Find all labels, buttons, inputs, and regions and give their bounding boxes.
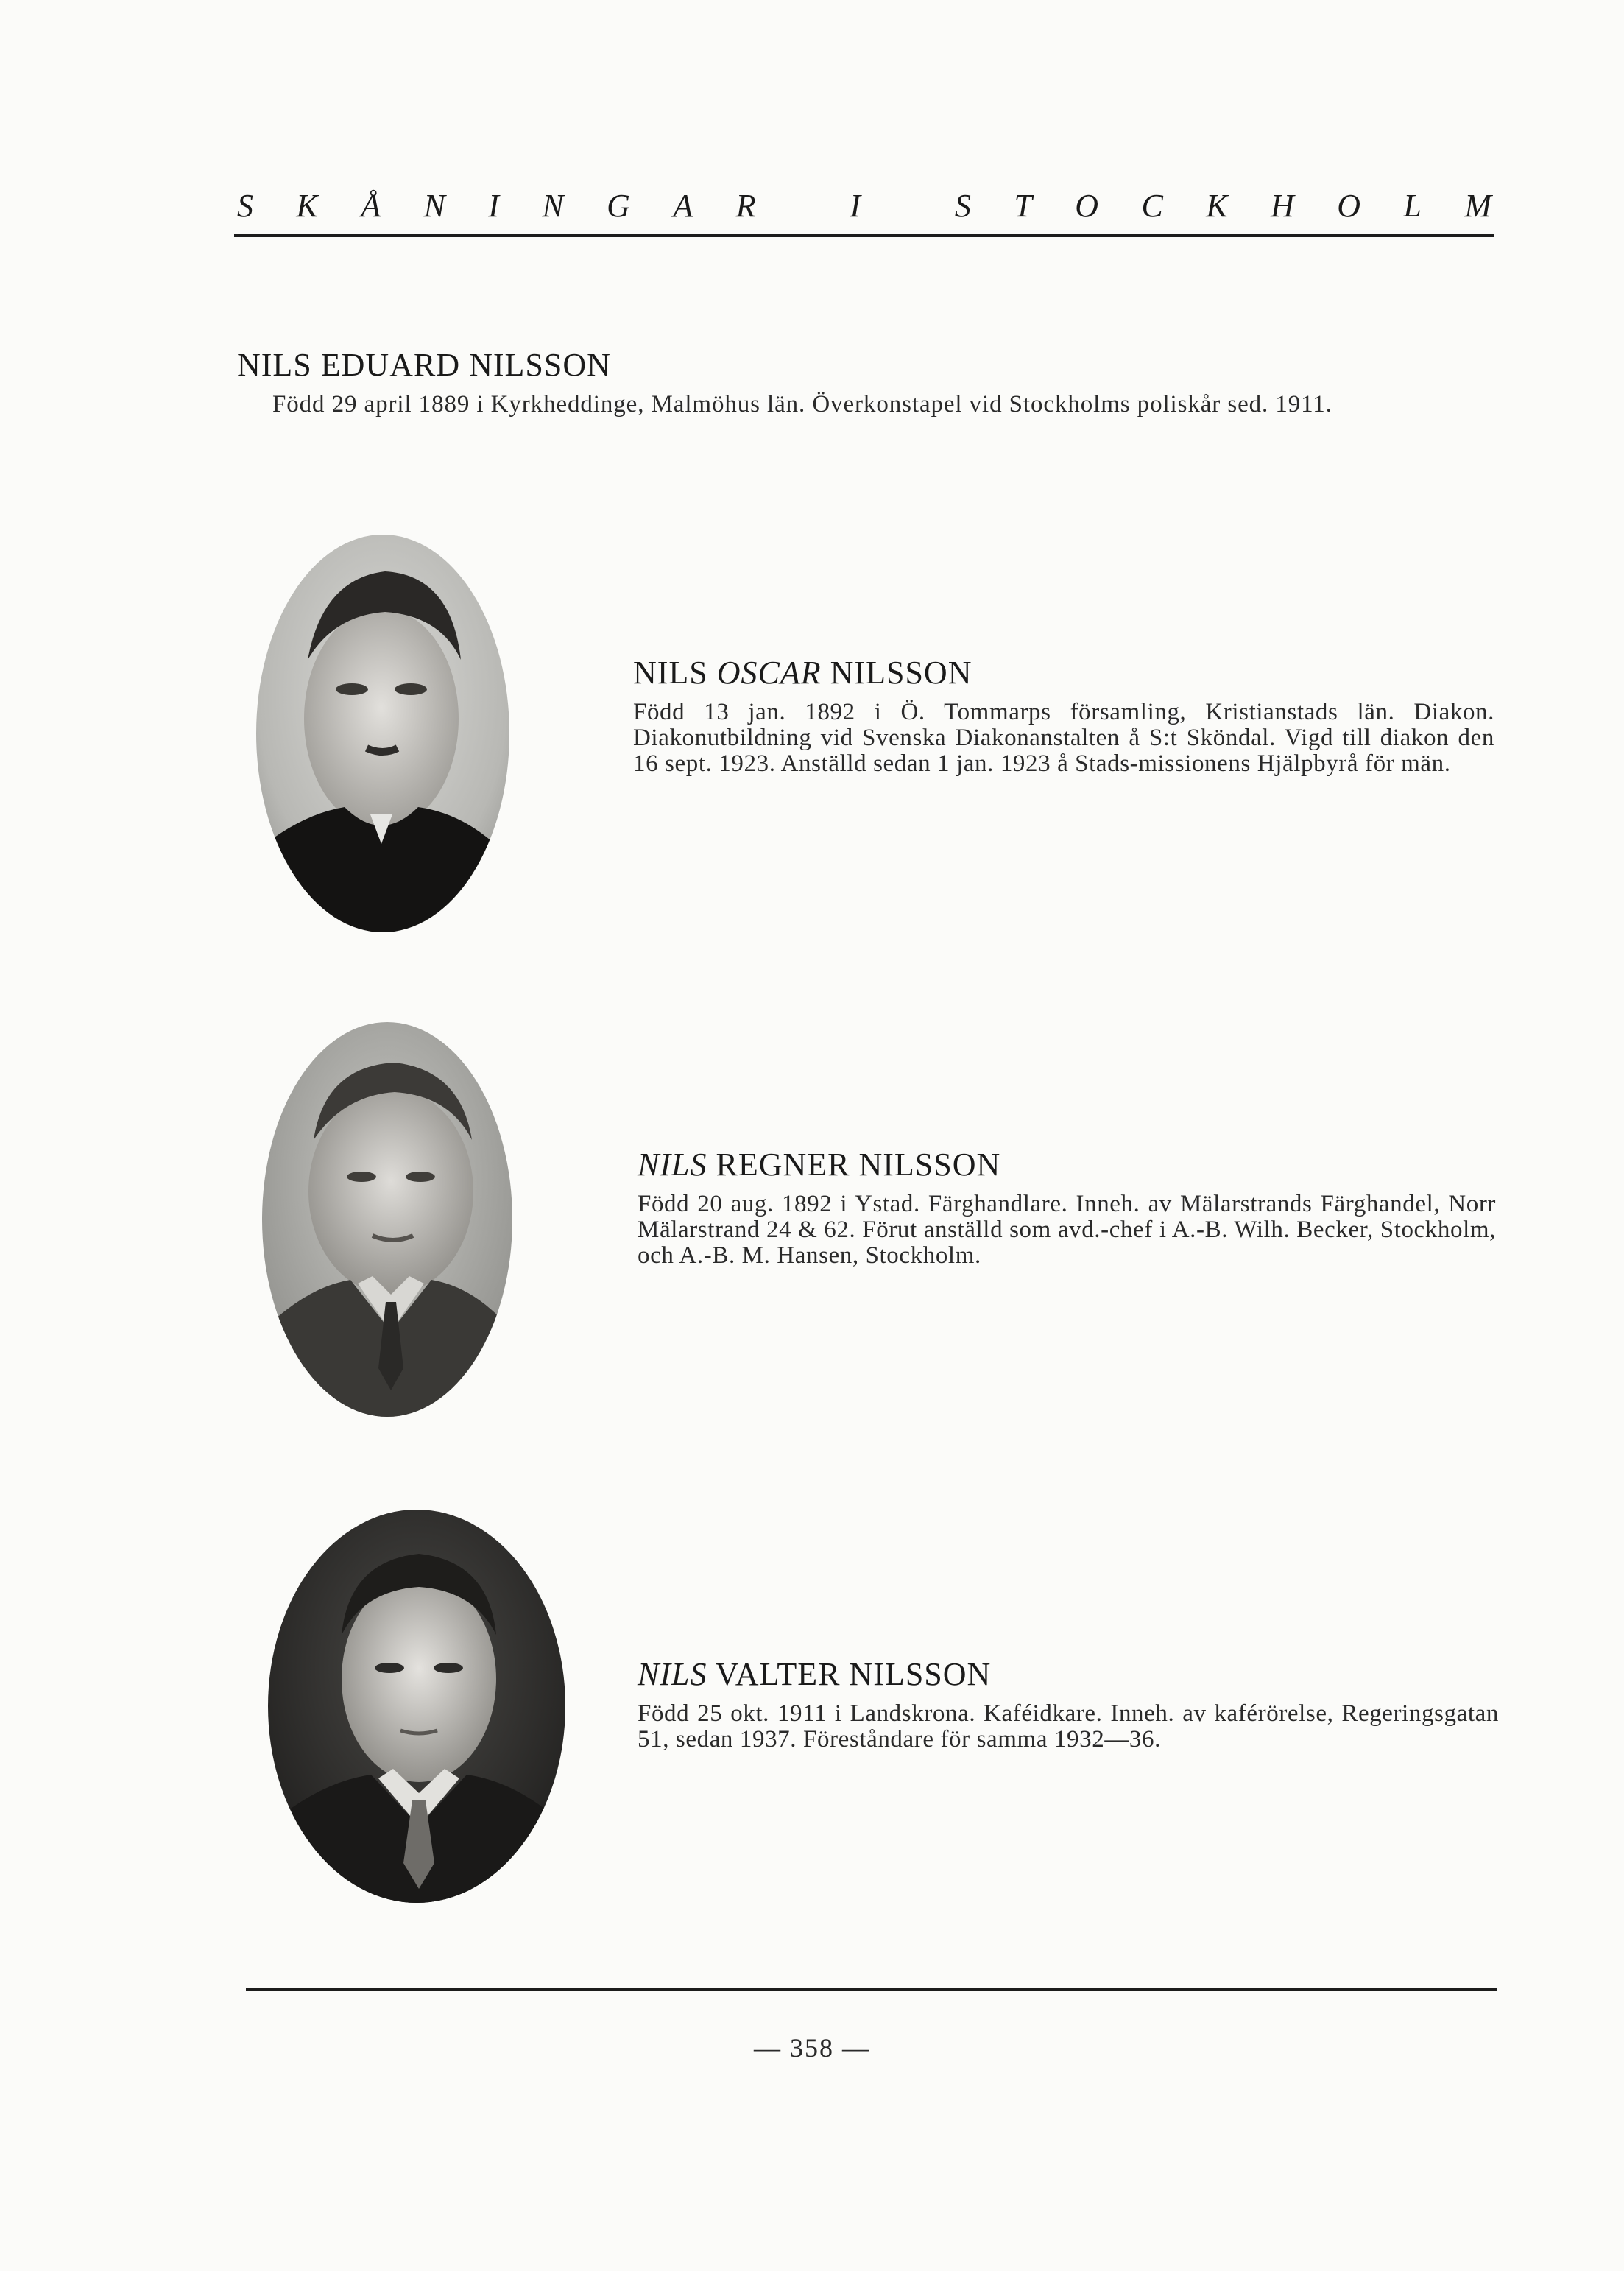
header-letter: C xyxy=(1141,188,1163,224)
entry-name xyxy=(237,346,611,384)
header-letter: O xyxy=(1075,188,1099,224)
header-letter: T xyxy=(1014,188,1032,224)
entry-name-part: NILS xyxy=(633,655,717,691)
entry-name-italic: NILS xyxy=(638,1147,707,1183)
portrait-photo xyxy=(262,1022,512,1417)
entry-text: Född 20 aug. 1892 i Ystad. Färghandlare. Inneh. av Mälarstrands Färghandel, Norr Mälarstrand 24 & 62. Förut anställd som avd.-chef i A.-B. Wilh. Becker, Stockholm, och A.-B. M. Hansen, Stockholm. xyxy=(638,1191,1496,1269)
header-letter: S xyxy=(954,188,971,224)
entry-name-part: NILS EDUARD NILSSON xyxy=(237,347,611,383)
footer-rule xyxy=(246,1988,1497,1991)
header-letter: G xyxy=(607,188,630,224)
entry-name-italic: NILS xyxy=(638,1656,707,1692)
header-letter: O xyxy=(1337,188,1360,224)
entry-name xyxy=(638,1146,1000,1183)
page-number: — 358 — xyxy=(754,2033,870,2063)
header-letter: N xyxy=(423,188,445,224)
header-space xyxy=(903,187,911,225)
entry-name-part: VALTER NILSSON xyxy=(707,1656,992,1692)
entry-text: Född 13 jan. 1892 i Ö. Tommarps församling, Kristianstads län. Diakon. Diakonutbildning vid Svenska Diakonanstalten å S:t Sköndal. Vigd till diakon den 16 sept. 1923. Anställd sedan 1 jan. 1923 å Stads-missionens Hjälpbyrå för män. xyxy=(633,699,1494,777)
header-rule xyxy=(234,234,1494,237)
running-header xyxy=(237,187,1491,225)
header-letter: M xyxy=(1464,188,1491,224)
header-space xyxy=(799,187,807,225)
portrait-photo xyxy=(256,535,509,932)
entry-text: Född 29 april 1889 i Kyrkheddinge, Malmöhus län. Överkonstapel vid Stockholms poliskår sed. 1911. xyxy=(272,391,1332,418)
header-letter: L xyxy=(1403,188,1422,224)
portrait-image xyxy=(268,1510,565,1903)
header-letter: I xyxy=(488,188,499,224)
header-letter: K xyxy=(296,188,318,224)
entry-text: Född 25 okt. 1911 i Landskrona. Kaféidkare. Inneh. av kaférörelse, Regeringsgatan 51, sedan 1937. Föreståndare för samma 1932—36. xyxy=(638,1700,1499,1753)
header-letter: H xyxy=(1271,188,1294,224)
header-letter: S xyxy=(237,188,253,224)
entry-name-part: NILSSON xyxy=(821,655,972,691)
portrait-image xyxy=(262,1022,512,1417)
entry-name xyxy=(638,1655,991,1693)
header-letter: Å xyxy=(361,188,381,224)
entry-name xyxy=(633,654,972,691)
header-letter: K xyxy=(1206,188,1228,224)
portrait-image xyxy=(256,535,509,932)
header-letter: R xyxy=(735,188,756,224)
header-letter: I xyxy=(850,188,861,224)
entry-name-italic: OSCAR xyxy=(716,655,822,691)
header-letter: N xyxy=(542,188,564,224)
portrait-photo xyxy=(268,1510,565,1903)
header-letter: A xyxy=(673,188,693,224)
entry-name-part: REGNER NILSSON xyxy=(707,1147,1001,1183)
